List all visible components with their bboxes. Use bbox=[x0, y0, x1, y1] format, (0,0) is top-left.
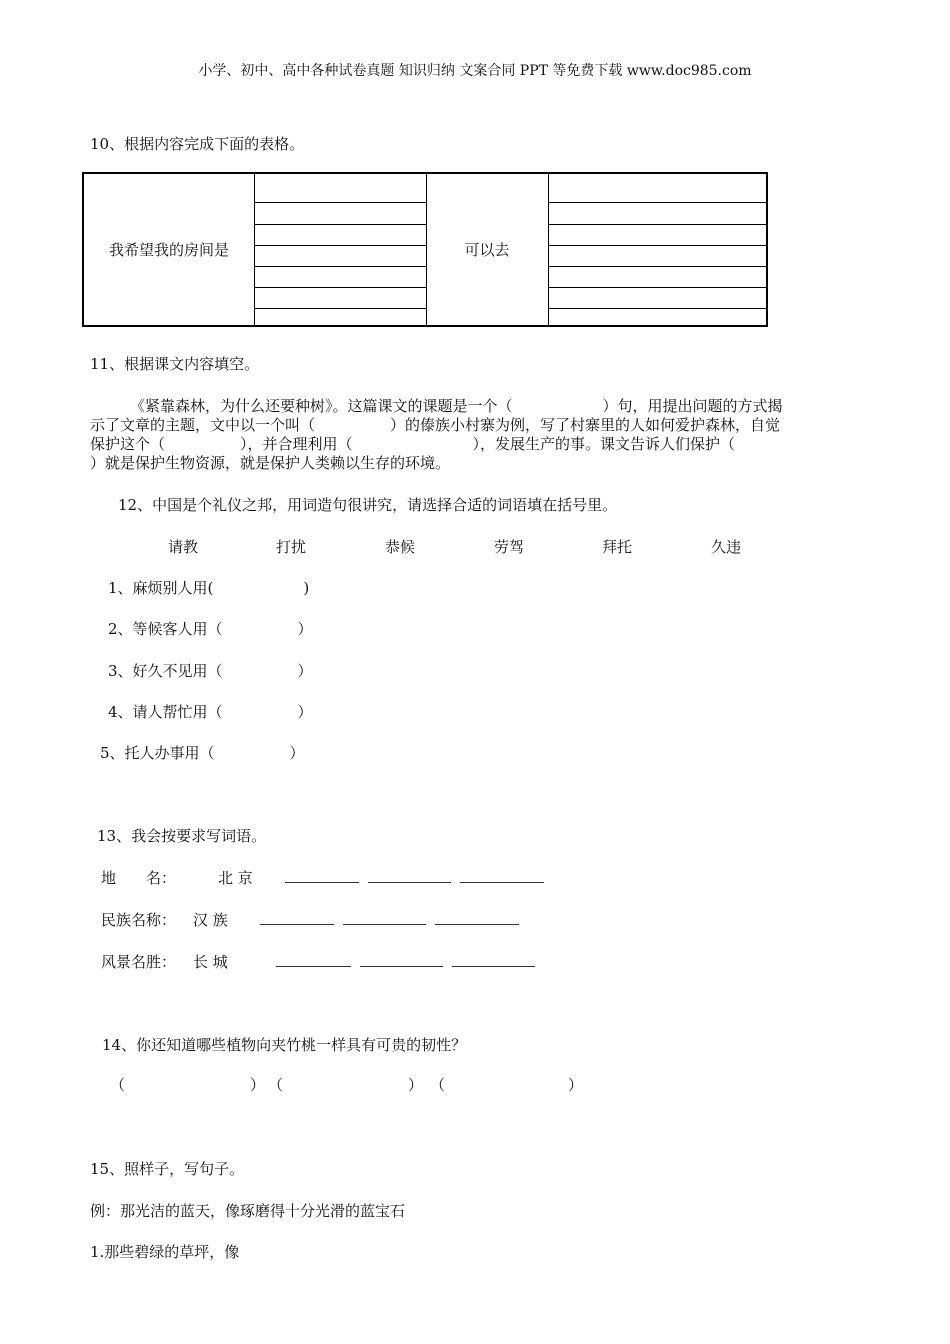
table-rule bbox=[548, 287, 768, 288]
q15-title: 15、照样子，写句子。 bbox=[90, 1160, 245, 1178]
q12-item-1: 1、麻烦别人用( ) bbox=[108, 579, 310, 597]
table-divider bbox=[254, 174, 255, 325]
q12-word: 打扰 bbox=[276, 538, 307, 556]
q13-answer-line[interactable] bbox=[452, 952, 535, 967]
table-divider bbox=[548, 174, 549, 325]
table-rule bbox=[254, 308, 426, 309]
page-header: 小学、初中、高中各种试卷真题 知识归纳 文案合同 PPT 等免费下载 www.doc985.com bbox=[198, 63, 752, 79]
q13-answer-line[interactable] bbox=[368, 868, 451, 883]
q13-answer-line[interactable] bbox=[360, 952, 443, 967]
table-rule bbox=[254, 202, 426, 203]
q12-word: 拜托 bbox=[602, 538, 633, 556]
q14-open-paren: （ bbox=[110, 1076, 126, 1094]
table-rule bbox=[548, 202, 768, 203]
q13-answer-line[interactable] bbox=[460, 868, 544, 883]
q14-close-paren: ） bbox=[568, 1076, 584, 1094]
q11-line-4: ）就是保护生物资源，就是保护人类赖以生存的环境。 bbox=[90, 454, 451, 472]
table-rule bbox=[254, 224, 426, 225]
q13-answer-line[interactable] bbox=[276, 952, 351, 967]
q13-title: 13、我会按要求写词语。 bbox=[97, 827, 267, 845]
q12-word: 恭候 bbox=[385, 538, 416, 556]
table-rule bbox=[254, 266, 426, 267]
q11-line-1: 《紧靠森林，为什么还要种树》。这篇课文的课题是一个（ ）句，用提出问题的方式揭 bbox=[130, 397, 783, 415]
table-rule bbox=[548, 245, 768, 246]
q10-right-label: 可以去 bbox=[464, 241, 510, 259]
q13-answer-line[interactable] bbox=[260, 910, 334, 925]
q13-answer-line[interactable] bbox=[285, 868, 359, 883]
q15-item-1: 1.那些碧绿的草坪，像 bbox=[90, 1243, 240, 1261]
table-rule bbox=[254, 287, 426, 288]
q10-table bbox=[82, 172, 768, 327]
q10-left-label: 我希望我的房间是 bbox=[108, 241, 229, 259]
q14-title: 14、你还知道哪些植物向夹竹桃一样具有可贵的韧性？ bbox=[102, 1036, 467, 1054]
q13-answer-line[interactable] bbox=[343, 910, 426, 925]
q14-open-paren: （ bbox=[268, 1076, 284, 1094]
q13-row-1-example: 北 京 bbox=[218, 869, 253, 887]
table-rule bbox=[254, 245, 426, 246]
q14-open-paren: （ bbox=[430, 1076, 446, 1094]
q12-word: 劳驾 bbox=[494, 538, 525, 556]
q10-title: 10、根据内容完成下面的表格。 bbox=[90, 135, 305, 153]
q12-item-3: 3、好久不见用（ ） bbox=[108, 662, 313, 680]
table-rule bbox=[548, 308, 768, 309]
q12-word: 请教 bbox=[168, 538, 199, 556]
q15-example: 例：那光洁的蓝天，像琢磨得十分光滑的蓝宝石 bbox=[90, 1202, 406, 1220]
q14-close-paren: ） bbox=[250, 1076, 266, 1094]
q13-row-3-label: 风景名胜： bbox=[101, 953, 177, 971]
q11-title: 11、根据课文内容填空。 bbox=[90, 355, 260, 373]
q13-row-3-example: 长 城 bbox=[193, 953, 228, 971]
q12-item-2: 2、等候客人用（ ） bbox=[108, 620, 313, 638]
q11-line-2: 示了文章的主题，文中以一个叫（ ）的傣族小村寨为例，写了村寨里的人如何爱护森林，自觉 bbox=[90, 416, 781, 434]
q11-line-3: 保护这个（ ），并合理利用（ ），发展生产的事。课文告诉人们保护（ bbox=[90, 435, 736, 453]
q13-row-2-example: 汉 族 bbox=[193, 911, 228, 929]
q13-row-1-label: 地 名： bbox=[101, 869, 177, 887]
q13-answer-line[interactable] bbox=[435, 910, 519, 925]
q12-item-5: 5、托人办事用（ ） bbox=[100, 744, 305, 762]
table-rule bbox=[548, 224, 768, 225]
q13-row-2-label: 民族名称： bbox=[101, 911, 177, 929]
table-rule bbox=[548, 266, 768, 267]
q14-close-paren: ） bbox=[408, 1076, 424, 1094]
q12-item-4: 4、请人帮忙用（ ） bbox=[108, 703, 313, 721]
q12-word: 久违 bbox=[711, 538, 742, 556]
q12-title: 12、中国是个礼仪之邦，用词造句很讲究，请选择合适的词语填在括号里。 bbox=[118, 496, 618, 514]
